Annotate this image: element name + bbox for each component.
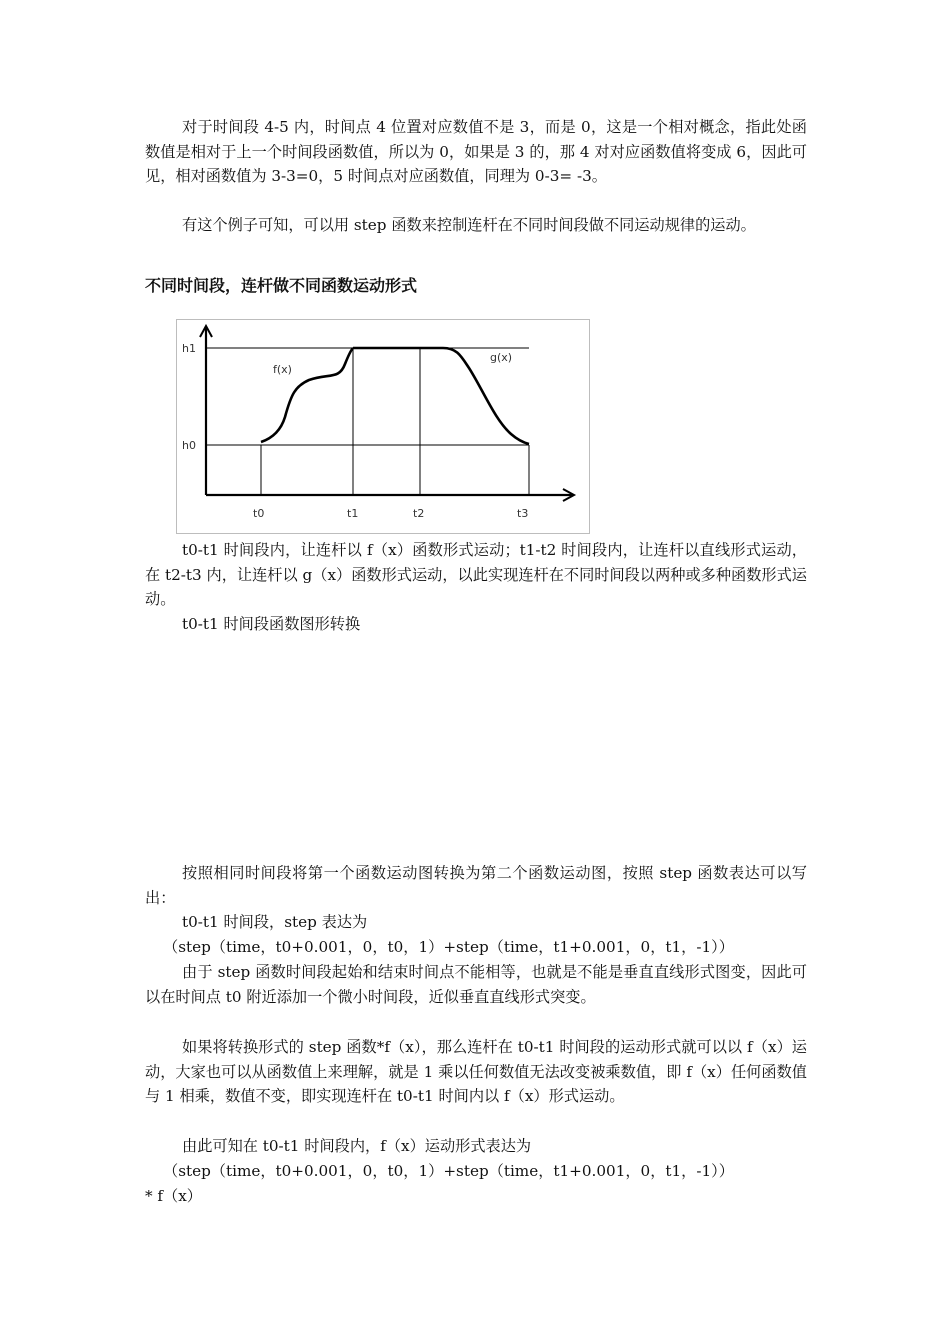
- paragraph-step-expression-title: t0-t1 时间段，step 表达为: [182, 913, 368, 931]
- fx-label: f(x): [273, 363, 292, 376]
- h1-label: h1: [182, 342, 196, 355]
- formula-step: （step（time，t0+0.001，0，t0，1）+step（time，t1+0.001，0，t1，-1））: [163, 938, 734, 956]
- paragraph-step-control: 有这个例子可知，可以用 step 函数来控制连杆在不同时间段做不同运动规律的运动。: [182, 216, 756, 234]
- gx-curve: [420, 348, 529, 444]
- t1-label: t1: [347, 507, 359, 520]
- paragraph-multiply: 如果将转换形式的 step 函数*f（x），那么连杆在 t0-t1 时间段的运动形式就可以以 f（x）运动，大家也可以从函数值上来理解，就是 1 乘以任何数值无法改变被乘数值，即 f（x）任何函数值与 1 相乘，数值不变，即实现连杆在 t0-t1 时间内以 f（x）形式运动。: [145, 1038, 807, 1105]
- motion-diagram: [176, 319, 590, 534]
- formula-final-line1: （step（time，t0+0.001，0，t0，1）+step（time，t1+0.001，0，t1，-1））: [163, 1162, 734, 1180]
- formula-final-line2: * f（x）: [145, 1186, 202, 1205]
- paragraph-relative-value: 对于时间段 4-5 内，时间点 4 位置对应数值不是 3，而是 0，这是一个相对概念，指此处函数值是相对于上一个时间段函数值，所以为 0，如果是 3 的，那 4 对对应函数值将变成 6，因此可见，相对函数值为 3-3=0，5 时间点对应函数值，同理为 0-3= -3。: [145, 118, 807, 185]
- paragraph-time-segments: t0-t1 时间段内，让连杆以 f（x）函数形式运动；t1-t2 时间段内，让连杆以直线形式运动，在 t2-t3 内，让连杆以 g（x）函数形式运动，以此实现连杆在不同时间段以两种或多种函数形式运动。: [145, 541, 807, 608]
- paragraph-convert: 按照相同时间段将第一个函数运动图转换为第二个函数运动图，按照 step 函数表达可以写出：: [145, 864, 807, 907]
- h0-label: h0: [182, 439, 196, 452]
- t3-label: t3: [517, 507, 529, 520]
- formula-final: [145, 1159, 807, 1208]
- paragraph-transform-title: t0-t1 时间段函数图形转换: [182, 615, 361, 633]
- motion-diagram-svg: [177, 320, 589, 533]
- gx-label: g(x): [490, 351, 513, 364]
- t0-label: t0: [253, 507, 265, 520]
- t2-label: t2: [413, 507, 425, 520]
- paragraph-step-note: 由于 step 函数时间段起始和结束时间点不能相等，也就是不能是垂直直线形式图变，因此可以在时间点 t0 附近添加一个微小时间段，近似垂直直线形式突变。: [145, 963, 807, 1006]
- paragraph-conclusion: 由此可知在 t0-t1 时间段内，f（x）运动形式表达为: [182, 1137, 532, 1155]
- section-heading: 不同时间段，连杆做不同函数运动形式: [145, 276, 418, 295]
